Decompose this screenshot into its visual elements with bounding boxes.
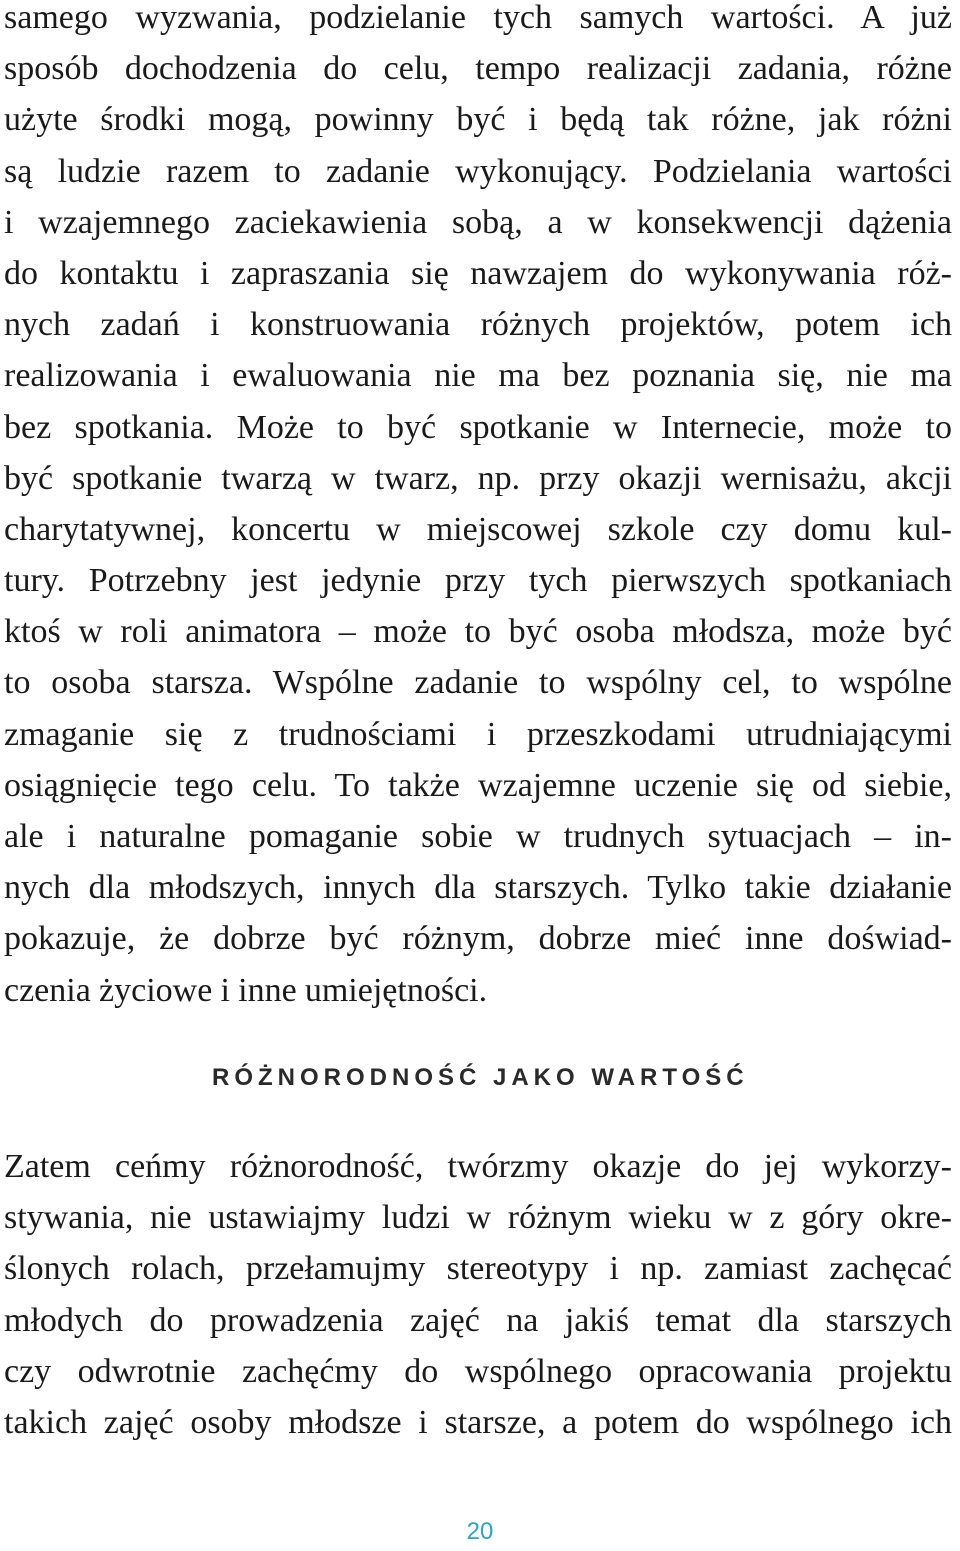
text-line: i wzajemnego zaciekawienia sobą, a w konsekwencji dążenia xyxy=(4,203,952,241)
text-line: być spotkanie twarzą w twarz, np. przy okazji wernisażu, akcji xyxy=(4,459,952,497)
text-line: użyte środki mogą, powinny być i będą tak różne, jak różni xyxy=(4,101,952,139)
text-line: ale i naturalne pomaganie sobie w trudnych sytuacjach – in- xyxy=(4,818,952,855)
text-line: nych dla młodszych, innych dla starszych. Tylko takie działanie xyxy=(4,869,952,907)
text-line: do kontaktu i zapraszania się nawzajem do wykonywania róż- xyxy=(4,254,952,292)
body-paragraph-1 xyxy=(4,0,952,1016)
text-line: czy odwrotnie zachęćmy do wspólnego opracowania projektu xyxy=(4,1352,952,1390)
text-line: osiągnięcie tego celu. To także wzajemne uczenie się od siebie, xyxy=(4,766,952,804)
text-line: czenia życiowe i inne umiejętności. xyxy=(4,971,488,1009)
text-line: sposób dochodzenia do celu, tempo realizacji zadania, różne xyxy=(4,50,952,88)
text-line: ślonych rolach, przełamujmy stereotypy i np. zamiast zachęcać xyxy=(4,1250,952,1288)
text-line: takich zajęć osoby młodsze i starsze, a potem do wspólnego ich xyxy=(4,1403,952,1441)
text-line: ktoś w roli animatora – może to być osoba młodsza, może być xyxy=(4,613,952,651)
page-number: 20 xyxy=(466,1518,494,1545)
text-line: realizowania i ewaluowania nie ma bez poznania się, nie ma xyxy=(4,357,952,395)
text-line: stywania, nie ustawiajmy ludzi w różnym wieku w z góry okre- xyxy=(4,1199,952,1237)
text-line: tury. Potrzebny jest jedynie przy tych pierwszych spotkaniach xyxy=(4,562,952,600)
text-line: są ludzie razem to zadanie wykonujący. Podzielania wartości xyxy=(4,152,952,190)
text-line: to osoba starsza. Wspólne zadanie to wspólny cel, to wspólne xyxy=(4,664,952,702)
body-paragraph-2 xyxy=(4,1141,952,1448)
text-line: samego wyzwania, podzielanie tych samych wartości. A już xyxy=(4,0,952,36)
text-line: młodych do prowadzenia zajęć na jakiś temat dla starszych xyxy=(4,1301,952,1339)
text-line: charytatywnej, koncertu w miejscowej szkole czy domu kul- xyxy=(4,510,952,548)
section-heading: RÓŻNORODNOŚĆ JAKO WARTOŚĆ xyxy=(212,1064,749,1091)
text-line: zmaganie się z trudnościami i przeszkodami utrudniającymi xyxy=(4,715,952,753)
text-line: bez spotkania. Może to być spotkanie w Internecie, może to xyxy=(4,408,952,446)
text-line: pokazuje, że dobrze być różnym, dobrze mieć inne doświad- xyxy=(4,920,952,958)
text-line: nych zadań i konstruowania różnych projektów, potem ich xyxy=(4,306,952,344)
text-line: Zatem ceńmy różnorodność, twórzmy okazje do jej wykorzy- xyxy=(4,1148,952,1185)
